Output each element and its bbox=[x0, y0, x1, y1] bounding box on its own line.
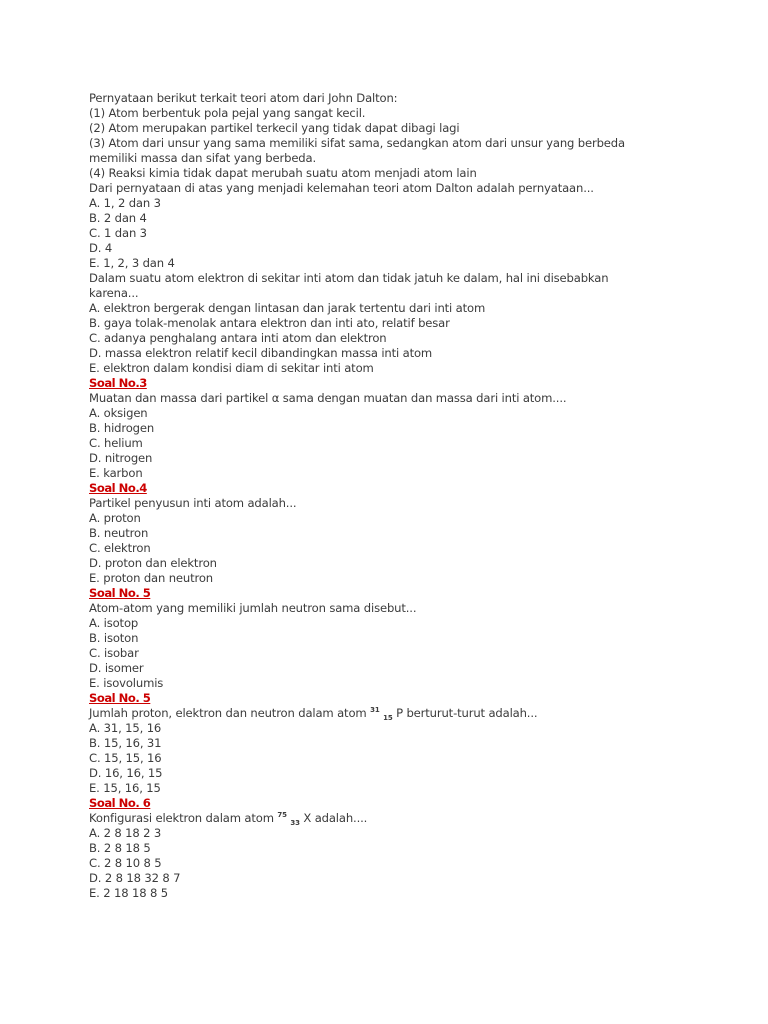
answer-option: E. 1, 2, 3 dan 4 bbox=[89, 256, 175, 270]
question-text: Atom-atom yang memiliki jumlah neutron sama disebut... bbox=[89, 601, 417, 615]
mass-number: 31 bbox=[370, 706, 380, 714]
answer-option: B. isoton bbox=[89, 631, 139, 645]
statement: (4) Reaksi kimia tidak dapat merubah suatu atom menjadi atom lain bbox=[89, 166, 477, 180]
question-text-before: Konfigurasi elektron dalam atom bbox=[89, 811, 278, 825]
question-heading: Soal No.3 bbox=[89, 376, 147, 390]
question-text-after: X adalah.... bbox=[299, 811, 368, 825]
answer-option: B. 2 dan 4 bbox=[89, 211, 147, 225]
question-text: Partikel penyusun inti atom adalah... bbox=[89, 496, 297, 510]
answer-option: C. 1 dan 3 bbox=[89, 226, 147, 240]
answer-option: A. 2 8 18 2 3 bbox=[89, 826, 162, 840]
statement: memiliki massa dan sifat yang berbeda. bbox=[89, 151, 317, 165]
statement: (3) Atom dari unsur yang sama memiliki sifat sama, sedangkan atom dari unsur yang berbeda bbox=[89, 136, 625, 150]
answer-option: C. helium bbox=[89, 436, 143, 450]
answer-option: B. hidrogen bbox=[89, 421, 155, 435]
question-6 bbox=[89, 796, 729, 901]
question-text-after: P berturut-turut adalah... bbox=[392, 706, 538, 720]
answer-option: D. nitrogen bbox=[89, 451, 153, 465]
answer-option: D. 2 8 18 32 8 7 bbox=[89, 871, 181, 885]
answer-option: E. proton dan neutron bbox=[89, 571, 214, 585]
question-intro: Pernyataan berikut terkait teori atom dari John Dalton: bbox=[89, 91, 398, 105]
document-body bbox=[89, 91, 729, 901]
question-1 bbox=[89, 91, 729, 271]
statement: (1) Atom berbentuk pola pejal yang sangat kecil. bbox=[89, 106, 366, 120]
answer-option: B. neutron bbox=[89, 526, 149, 540]
question-5-second bbox=[89, 691, 729, 796]
atomic-number: 33 bbox=[290, 819, 300, 827]
answer-option: D. massa elektron relatif kecil dibandingkan massa inti atom bbox=[89, 346, 433, 360]
answer-option: C. adanya penghalang antara inti atom dan elektron bbox=[89, 331, 387, 345]
answer-option: A. 31, 15, 16 bbox=[89, 721, 162, 735]
question-text-before: Jumlah proton, elektron dan neutron dalam atom bbox=[89, 706, 371, 720]
question-text bbox=[89, 811, 729, 826]
answer-option: D. isomer bbox=[89, 661, 144, 675]
answer-option: D. 4 bbox=[89, 241, 113, 255]
answer-option: C. isobar bbox=[89, 646, 139, 660]
question-text: Dalam suatu atom elektron di sekitar inti atom dan tidak jatuh ke dalam, hal ini disebabkan bbox=[89, 271, 609, 285]
answer-option: D. proton dan elektron bbox=[89, 556, 217, 570]
answer-option: C. 15, 15, 16 bbox=[89, 751, 162, 765]
question-heading: Soal No. 5 bbox=[89, 691, 151, 705]
question-heading: Soal No. 6 bbox=[89, 796, 151, 810]
answer-option: C. 2 8 10 8 5 bbox=[89, 856, 162, 870]
question-text: Muatan dan massa dari partikel α sama dengan muatan dan massa dari inti atom.... bbox=[89, 391, 567, 405]
answer-option: C. elektron bbox=[89, 541, 151, 555]
question-3 bbox=[89, 376, 729, 481]
mass-number: 75 bbox=[277, 811, 287, 819]
atomic-number: 15 bbox=[383, 714, 393, 722]
answer-option: B. gaya tolak-menolak antara elektron dan inti ato, relatif besar bbox=[89, 316, 450, 330]
question-heading: Soal No.4 bbox=[89, 481, 147, 495]
answer-option: E. isovolumis bbox=[89, 676, 164, 690]
question-text bbox=[89, 706, 729, 721]
answer-option: D. 16, 16, 15 bbox=[89, 766, 163, 780]
question-5 bbox=[89, 586, 729, 691]
question-heading: Soal No. 5 bbox=[89, 586, 151, 600]
question-text: karena... bbox=[89, 286, 139, 300]
answer-option: E. elektron dalam kondisi diam di sekitar inti atom bbox=[89, 361, 374, 375]
answer-option: A. oksigen bbox=[89, 406, 148, 420]
statement: (2) Atom merupakan partikel terkecil yang tidak dapat dibagi lagi bbox=[89, 121, 460, 135]
answer-option: A. isotop bbox=[89, 616, 139, 630]
answer-option: B. 2 8 18 5 bbox=[89, 841, 151, 855]
answer-option: B. 15, 16, 31 bbox=[89, 736, 162, 750]
answer-option: A. elektron bergerak dengan lintasan dan jarak tertentu dari inti atom bbox=[89, 301, 486, 315]
answer-option: A. 1, 2 dan 3 bbox=[89, 196, 161, 210]
question-2 bbox=[89, 271, 729, 376]
answer-option: E. karbon bbox=[89, 466, 143, 480]
answer-option: A. proton bbox=[89, 511, 141, 525]
answer-option: E. 15, 16, 15 bbox=[89, 781, 161, 795]
question-4 bbox=[89, 481, 729, 586]
answer-option: E. 2 18 18 8 5 bbox=[89, 886, 168, 900]
question-text: Dari pernyataan di atas yang menjadi kelemahan teori atom Dalton adalah pernyataan... bbox=[89, 181, 594, 195]
